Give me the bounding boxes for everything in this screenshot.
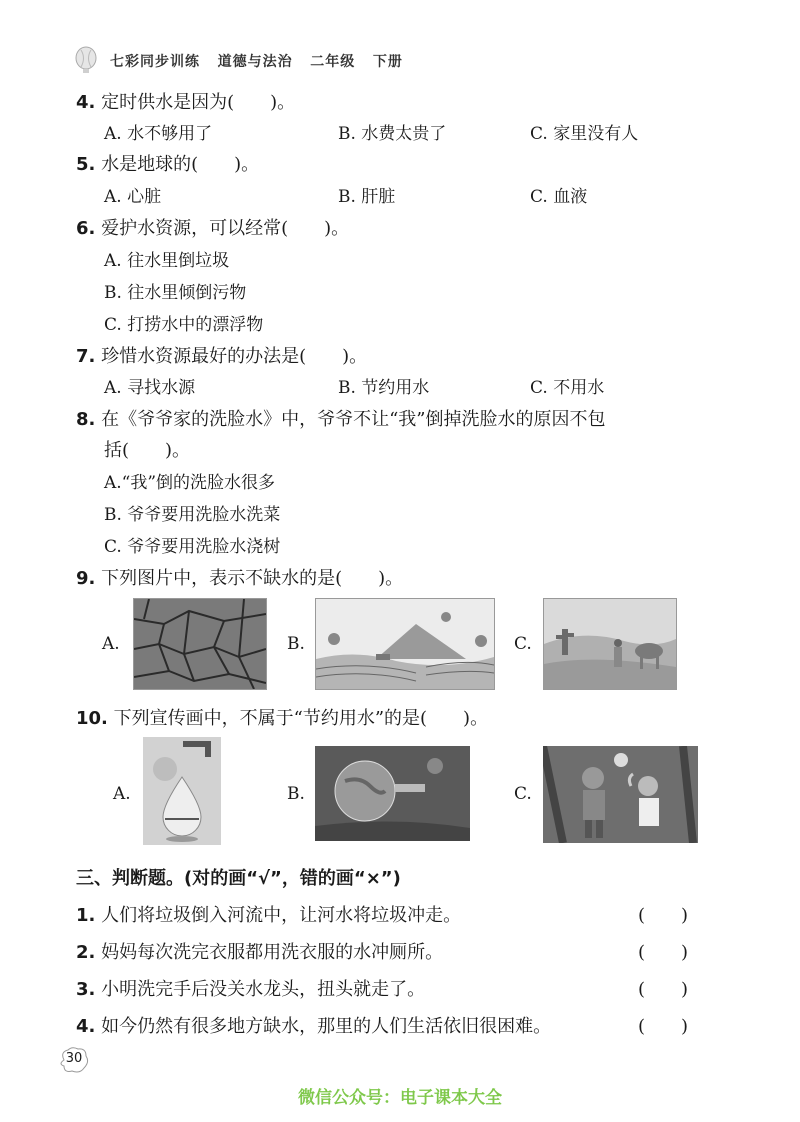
section-3-title: 三、判断题。(对的画“√”，错的画“×”) [76,868,401,889]
page-header [72,46,403,76]
item-text: 如今仍然有很多地方缺水，那里的人们生活依旧很困难。 [101,1016,552,1037]
item-number: 1. [76,905,96,926]
question-text: 水是地球的( )。 [101,154,260,175]
item-number: 4. [76,1016,96,1037]
judge-item-3 [76,975,425,1001]
question-text-line2: 括( )。 [104,440,191,461]
item-number: 2. [76,942,96,963]
question-number: 7. [76,346,96,367]
option-b-label: B. [287,784,305,804]
option-c: C. 家里没有人 [530,124,639,144]
header-title: 七彩同步训练 道德与法治 二年级 下册 [110,54,403,70]
question-7 [76,342,367,368]
option-a: A. 水不够用了 [104,124,213,144]
judge-item-4 [76,1012,551,1038]
firefighter-forest-image [543,746,698,843]
answer-paren: ( ) [638,905,689,926]
option-a-label: A. [113,784,131,804]
option-c-label: C. [514,784,532,804]
question-number: 9. [76,568,96,589]
option-b-label: B. [287,634,305,654]
cracked-earth-image [133,598,267,690]
item-text: 妈妈每次洗完衣服都用洗衣服的水冲厕所。 [101,942,444,963]
answer-paren: ( ) [638,1016,689,1037]
answer-paren: ( ) [638,942,689,963]
answer-paren: ( ) [638,979,689,1000]
option-b: B. 节约用水 [338,378,430,398]
option-b: B. 肝脏 [338,187,396,207]
question-text: 下列宣传画中，不属于“节约用水”的是( )。 [113,708,489,729]
option-c: C. 不用水 [530,378,605,398]
option-b: B. 水费太贵了 [338,124,447,144]
question-text: 下列图片中，表示不缺水的是( )。 [101,568,404,589]
option-b: B. 爷爷要用洗脸水洗菜 [104,505,281,525]
desert-camel-image [543,598,677,690]
balloon-icon [72,46,102,76]
question-number: 6. [76,218,96,239]
option-a-label: A. [102,634,120,654]
option-a: A.“我”倒的洗脸水很多 [104,473,276,493]
question-text: 定时供水是因为( )。 [101,92,296,113]
judge-item-1 [76,901,461,927]
item-text: 小明洗完手后没关水龙头，扭头就走了。 [101,979,426,1000]
question-5 [76,150,259,176]
question-number: 8. [76,409,96,430]
item-number: 3. [76,979,96,1000]
option-c: C. 打捞水中的漂浮物 [104,315,264,335]
page-number: 30 [65,1051,83,1066]
question-text: 珍惜水资源最好的办法是( )。 [101,346,368,367]
judge-item-2 [76,938,443,964]
option-a: A. 寻找水源 [104,378,196,398]
water-drop-poster-image [143,737,221,845]
green-landscape-image [315,598,495,690]
question-number: 4. [76,92,96,113]
page-number-badge [58,1046,90,1074]
question-number: 5. [76,154,96,175]
question-10 [76,704,488,730]
question-number: 10. [76,708,108,729]
question-text-line1: 在《爷爷家的洗脸水》中，爷爷不让“我”倒掉洗脸水的原因不包 [101,409,606,430]
option-c: C. 爷爷要用洗脸水浇树 [104,537,281,557]
option-c: C. 血液 [530,187,588,207]
question-9 [76,564,403,590]
option-b: B. 往水里倾倒污物 [104,283,247,303]
question-4 [76,88,295,114]
footer-watermark: 微信公众号：电子课本大全 [298,1088,502,1108]
option-a: A. 往水里倒垃圾 [104,251,230,271]
option-c-label: C. [514,634,532,654]
question-8 [76,405,606,431]
question-6 [76,214,349,240]
item-text: 人们将垃圾倒入河流中，让河水将垃圾冲走。 [101,905,462,926]
option-a: A. 心脏 [104,187,162,207]
earth-faucet-poster-image [315,746,470,841]
question-text: 爱护水资源，可以经常( )。 [101,218,350,239]
